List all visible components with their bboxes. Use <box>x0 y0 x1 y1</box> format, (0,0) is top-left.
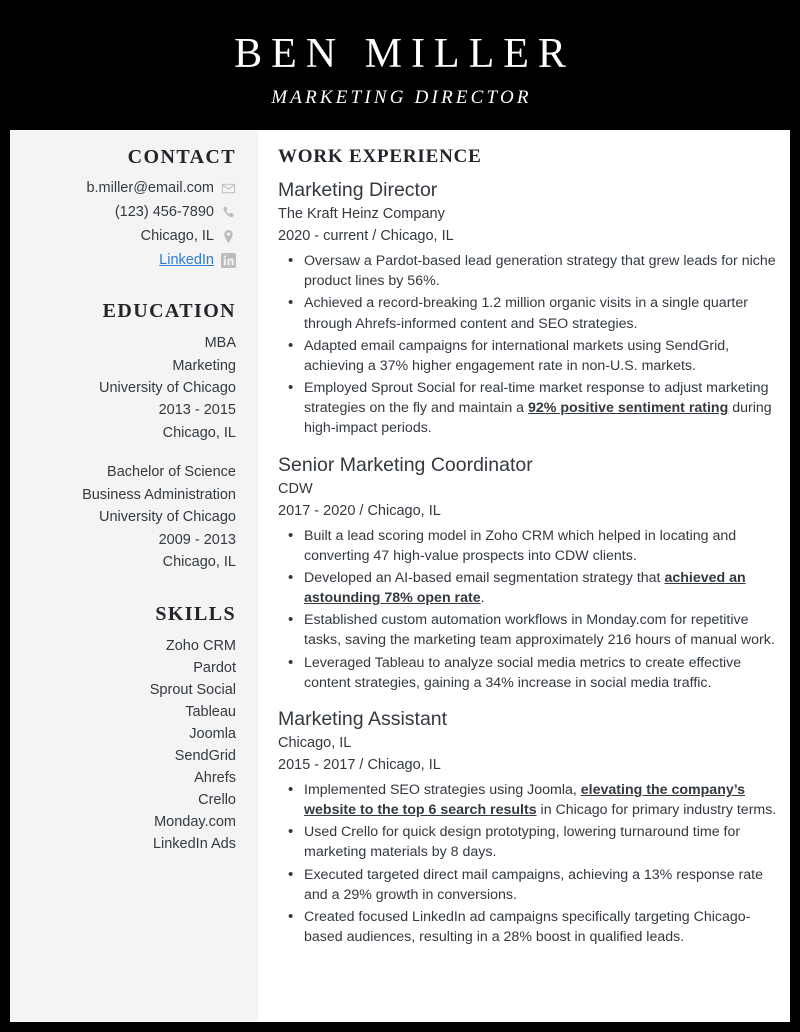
education-school: University of Chicago <box>99 509 236 526</box>
job-title: Senior Marketing Coordinator <box>278 453 533 476</box>
job-meta-separator: / <box>372 228 377 245</box>
bullet-text: in Chicago for primary industry terms. <box>536 802 777 819</box>
education-degree: MBA <box>204 335 236 352</box>
main-column <box>258 130 790 1022</box>
phone-icon <box>221 205 236 220</box>
resume-body <box>10 130 790 1022</box>
bullet-text: Adapted email campaigns for international markets using SendGrid, achieving a 37% higher engagement rate in non-U.S. markets. <box>304 337 730 374</box>
education-entry <box>22 461 236 573</box>
envelope-icon <box>221 181 236 196</box>
contact-text: b.miller@email.com <box>86 180 214 196</box>
jobs-list <box>278 178 778 947</box>
education-location: Chicago, IL <box>162 554 236 571</box>
education-field: Marketing <box>172 357 236 374</box>
contact-item[interactable] <box>22 250 236 271</box>
skill-item: Monday.com <box>154 814 236 830</box>
job-entry <box>278 178 778 439</box>
skill-item: Crello <box>198 791 236 808</box>
job-location: Chicago, IL <box>367 502 441 519</box>
job-bullet-list <box>278 526 778 693</box>
highlighted-text: elevating the company’s website to the top 6 search results <box>304 781 746 819</box>
sidebar <box>10 130 258 1022</box>
job-bullet <box>278 526 778 566</box>
job-bullet <box>278 822 778 862</box>
job-bullet-list <box>278 780 778 947</box>
bullet-text: Used Crello for quick design prototyping, lowering turnaround time for marketing materials by 8 days. <box>304 824 741 861</box>
education-heading: EDUCATION <box>102 300 236 323</box>
skills-list <box>22 635 236 855</box>
skill-item: Sprout Social <box>149 681 236 698</box>
job-bullet <box>278 378 778 438</box>
job-meta <box>278 755 778 777</box>
contact-item <box>22 202 236 223</box>
job-bullet-list <box>278 251 778 438</box>
job-bullet <box>278 293 778 333</box>
job-meta-separator: / <box>359 502 364 519</box>
bullet-text: Created focused LinkedIn ad campaigns specifically targeting Chicago-based audiences, resulting in a 28% boost in qualified leads. <box>304 908 751 946</box>
job-bullet <box>278 610 778 650</box>
job-bullet <box>278 336 778 376</box>
bullet-text: during high-impact periods. <box>304 400 772 437</box>
job-meta <box>278 501 778 523</box>
job-meta-separator: / <box>359 757 364 774</box>
bullet-text: Executed targeted direct mail campaigns, achieving a 13% response rate and a 29% growth in conversions. <box>304 866 763 903</box>
work-experience-heading: WORK EXPERIENCE <box>278 146 482 167</box>
job-title: Marketing Director <box>278 179 438 201</box>
contact-text: Chicago, IL <box>140 228 214 245</box>
bullet-text: . <box>480 590 485 607</box>
job-company: CDW <box>278 480 313 497</box>
job-entry <box>278 453 778 693</box>
education-entry <box>22 332 236 444</box>
job-bullet <box>278 251 778 291</box>
bullet-text: Implemented SEO strategies using Joomla, <box>304 781 581 798</box>
job-company: The Kraft Heinz Company <box>278 206 445 223</box>
candidate-role: MARKETING DIRECTOR <box>271 86 532 108</box>
bullet-text: Established custom automation workflows in Monday.com for repetitive tasks, saving the marketing team approximately 216 hours of manual work. <box>304 612 775 649</box>
education-dates: 2009 - 2013 <box>158 531 236 548</box>
bullet-text: Employed Sprout Social for real-time market response to adjust marketing strategies on the fly and maintain a <box>304 380 769 417</box>
resume-header <box>10 10 790 130</box>
contact-item <box>22 226 236 247</box>
education-location: Chicago, IL <box>162 424 236 441</box>
bullet-text: Developed an AI-based email segmentation strategy that <box>304 569 665 586</box>
job-dates: 2020 - current <box>278 228 369 245</box>
education-list <box>22 332 236 574</box>
candidate-name: BEN MILLER <box>234 31 575 78</box>
bullet-text: Built a lead scoring model in Zoho CRM which helped in locating and converting 47 high-value prospects into CDW clients. <box>304 527 737 564</box>
job-bullet <box>278 568 778 608</box>
contact-text: (123) 456-7890 <box>114 204 214 221</box>
job-bullet <box>278 865 778 905</box>
education-school: University of Chicago <box>99 380 236 396</box>
contact-list <box>22 178 236 271</box>
skill-item: SendGrid <box>174 747 236 764</box>
job-location: Chicago, IL <box>380 228 454 245</box>
job-entry <box>278 707 778 947</box>
skill-item: Zoho CRM <box>165 637 236 654</box>
job-company: Chicago, IL <box>278 735 352 752</box>
highlighted-text: achieved an astounding 78% open rate <box>304 569 746 607</box>
skill-item: Pardot <box>193 659 236 676</box>
job-bullet <box>278 907 778 947</box>
bullet-text: Achieved a record-breaking 1.2 million organic visits in a single quarter through Ahrefs-informed content and SEO strategies. <box>304 295 748 332</box>
education-field: Business Administration <box>82 486 236 503</box>
bullet-text: Oversaw a Pardot-based lead generation strategy that grew leads for niche product lines by 56%. <box>304 253 776 290</box>
highlighted-text: 92% positive sentiment rating <box>527 400 729 417</box>
job-dates: 2017 - 2020 <box>278 502 356 519</box>
job-dates: 2015 - 2017 <box>278 757 356 774</box>
bullet-text: Leveraged Tableau to analyze social media metrics to create effective content strategies, gaining a 34% increase in social media traffic. <box>304 654 742 691</box>
skill-item: Joomla <box>189 725 236 742</box>
education-dates: 2013 - 2015 <box>158 402 236 419</box>
skill-item: Tableau <box>185 703 236 720</box>
job-meta <box>278 226 778 248</box>
skill-item: LinkedIn Ads <box>152 836 236 853</box>
job-bullet <box>278 653 778 693</box>
job-title: Marketing Assistant <box>278 707 448 730</box>
job-location: Chicago, IL <box>367 757 441 774</box>
job-bullet <box>278 780 778 820</box>
contact-heading: CONTACT <box>127 146 236 168</box>
location-pin-icon <box>221 229 236 244</box>
linkedin-icon <box>221 253 236 268</box>
contact-link-label[interactable]: LinkedIn <box>159 252 214 269</box>
skill-item: Ahrefs <box>194 769 236 786</box>
contact-item <box>22 178 236 199</box>
skills-heading: SKILLS <box>155 602 236 625</box>
education-degree: Bachelor of Science <box>107 464 236 481</box>
